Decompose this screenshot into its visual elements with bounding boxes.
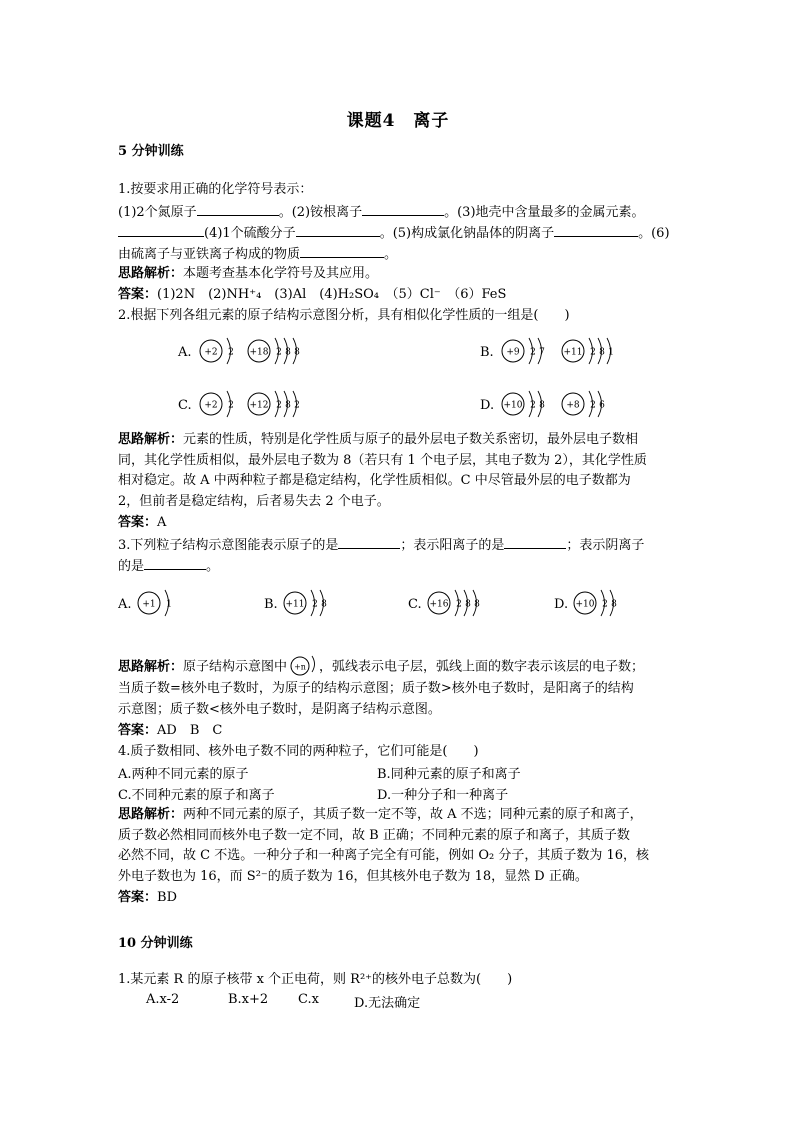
nucleus-charge: +2 bbox=[204, 400, 218, 411]
answer-blank[interactable] bbox=[144, 555, 206, 570]
analysis-text: 质子数必然相同而核外电子数一定不同，故 B 正确；不同种元素的原子和离子，其质子数 bbox=[118, 827, 630, 843]
section-heading-5min: 5 分钟训练 bbox=[118, 144, 184, 159]
analysis-text: 原子结构示意图中 bbox=[183, 659, 288, 675]
answer-text: A bbox=[157, 515, 167, 530]
q2-option-label[interactable]: B. bbox=[480, 345, 494, 360]
nucleus-charge: +12 bbox=[249, 400, 269, 411]
q4-option-a[interactable]: A.两种不同元素的原子 bbox=[118, 767, 249, 782]
answer-blank[interactable] bbox=[504, 534, 566, 549]
q3-analysis-line3: 示意图；质子数<核外电子数时，是阴离子结构示意图。 bbox=[118, 702, 441, 717]
nucleus-charge: +9 bbox=[506, 347, 520, 358]
analysis-text: 本题考查基本化学符号及其应用。 bbox=[183, 266, 379, 281]
q1-part6: 。(6) bbox=[638, 226, 670, 241]
q1-part4: (4)1个硫酸分子 bbox=[204, 226, 296, 241]
q3-answer bbox=[118, 721, 222, 741]
atom-diagram bbox=[200, 391, 234, 417]
analysis-text: 两种不同元素的原子，其质子数一定不等，故 A 不选；同种元素的原子和离子， bbox=[183, 807, 643, 822]
q1-line4 bbox=[118, 243, 397, 265]
nucleus-charge: +18 bbox=[249, 347, 269, 358]
q3-part1: 3.下列粒子结构示意图能表示原子的是 bbox=[118, 538, 339, 553]
q2-answer bbox=[118, 513, 166, 533]
shell-electron-count: 8 bbox=[474, 599, 480, 610]
analysis-text: 必然不同，故 C 不选。一种分子和一种离子完全有可能，例如 O₂ 分子，其质子数为 16，核 bbox=[118, 848, 650, 863]
q5-option-b[interactable]: B.x+2 bbox=[228, 992, 269, 1007]
q3-option-label[interactable]: B. bbox=[264, 597, 278, 612]
shell-electron-count: 7 bbox=[539, 347, 545, 358]
q3-option-label[interactable]: D. bbox=[554, 597, 569, 612]
q2-atom-diagrams bbox=[118, 326, 678, 426]
shell-electron-count: 2 bbox=[590, 347, 596, 358]
q5-option-d[interactable]: D.无法确定 bbox=[354, 996, 421, 1011]
atom-diagram bbox=[562, 391, 605, 417]
q3-part3: ；表示阴离子 bbox=[566, 538, 645, 553]
q1-part2: 。(2)铵根离子 bbox=[278, 205, 363, 220]
nucleus-charge: +11 bbox=[563, 347, 583, 358]
shell-electron-count: 2 bbox=[276, 400, 282, 411]
nucleus-charge: +10 bbox=[575, 599, 595, 610]
answer-blank[interactable] bbox=[338, 534, 400, 549]
nucleus-charge: +1 bbox=[142, 599, 156, 610]
q1-stem: 1.按要求用正确的化学符号表示： bbox=[118, 182, 313, 197]
analysis-label: 思路解析： bbox=[118, 807, 184, 822]
analysis-label: 思路解析： bbox=[118, 266, 184, 281]
analysis-text: 同，其化学性质相似，最外层电子数为 8（若只有 1 个电子层，其电子数为 2），其化学性质 bbox=[118, 452, 647, 468]
q4-option-c[interactable]: C.不同种元素的原子和离子 bbox=[118, 788, 275, 803]
answer-blank[interactable] bbox=[554, 222, 638, 237]
q3-part5: 。 bbox=[206, 559, 220, 574]
q2-analysis bbox=[118, 430, 678, 512]
shell-electron-count: 2 bbox=[276, 347, 282, 358]
shell-electron-count: 2 bbox=[530, 400, 536, 411]
q1-part3: 。(3)地壳中含量最多的金属元素。 bbox=[444, 205, 645, 220]
q3-analysis-line2: 当质子数=核外电子数时，为原子的结构示意图；质子数>核外电子数时，是阳离子的结构 bbox=[118, 681, 634, 696]
q3-part2: ；表示阳离子的是 bbox=[400, 538, 505, 553]
answer-blank[interactable] bbox=[300, 243, 384, 258]
q3-stem-line2 bbox=[118, 555, 219, 577]
q3-part4: 的是 bbox=[118, 559, 145, 574]
answer-blank[interactable] bbox=[296, 222, 380, 237]
q1-part7: 由硫离子与亚铁离子构成的物质 bbox=[118, 247, 301, 262]
q1-line2 bbox=[118, 201, 645, 223]
atom-diagram bbox=[502, 391, 545, 417]
atom-diagram bbox=[200, 338, 234, 364]
q1-part5: 。(5)构成氯化钠晶体的阴离子 bbox=[379, 226, 555, 241]
answer-text: (1)2N (2)NH⁺₄ (3)Al (4)H₂SO₄ （5）Cl⁻ （6）FeS bbox=[157, 287, 507, 302]
q4-option-b[interactable]: B.同种元素的原子和离子 bbox=[377, 767, 521, 782]
q3-analysis-line1 bbox=[118, 657, 644, 678]
answer-blank[interactable] bbox=[362, 201, 444, 216]
q1-line3 bbox=[118, 222, 670, 244]
nucleus-label: +n bbox=[294, 662, 306, 672]
nucleus-charge: +11 bbox=[285, 599, 305, 610]
q2-stem: 2.根据下列各组元素的原子结构示意图分析，具有相似化学性质的一组是( ) bbox=[118, 308, 570, 323]
answer-text: AD B C bbox=[157, 723, 223, 738]
analysis-label: 思路解析： bbox=[118, 659, 184, 675]
analysis-label: 思路解析： bbox=[118, 432, 184, 447]
atom-diagram bbox=[502, 338, 545, 364]
shell-electron-count: 8 bbox=[539, 400, 545, 411]
q3-stem-line1 bbox=[118, 534, 644, 556]
q4-analysis bbox=[118, 805, 678, 887]
shell-electron-count: 2 bbox=[530, 347, 536, 358]
atom-diagram bbox=[284, 590, 327, 616]
q5-stem: 1.某元素 R 的原子核带 x 个正电荷，则 R²⁺的核外电子总数为( ) bbox=[118, 972, 513, 987]
shell-electron-count: 2 bbox=[602, 599, 608, 610]
q5-option-c[interactable]: C.x bbox=[298, 992, 319, 1007]
answer-label: 答案： bbox=[118, 287, 158, 302]
shell-electron-count: 1 bbox=[166, 599, 172, 610]
answer-label: 答案： bbox=[118, 515, 158, 530]
q1-part8: 。 bbox=[384, 247, 398, 262]
answer-label: 答案： bbox=[118, 890, 158, 905]
shell-electron-count: 2 bbox=[312, 599, 318, 610]
q4-option-d[interactable]: D.一种分子和一种离子 bbox=[377, 788, 509, 803]
analysis-text: ，弧线表示电子层，弧线上面的数字表示该层的电子数； bbox=[319, 659, 645, 675]
analysis-text: 外电子数也为 16，而 S²⁻的质子数为 16，但其核外电子数为 18，显然 D 正确。 bbox=[118, 868, 588, 884]
analysis-text: 相对稳定。故 A 中两种粒子都是稳定结构，化学性质相似。C 中尽管最外层的电子数都为 bbox=[118, 473, 631, 488]
answer-blank[interactable] bbox=[197, 201, 279, 216]
q3-atom-diagrams bbox=[118, 580, 678, 630]
atom-diagram bbox=[248, 338, 300, 364]
shell-electron-count: 8 bbox=[321, 599, 327, 610]
nucleus-charge: +2 bbox=[204, 347, 218, 358]
q3-option-label[interactable]: C. bbox=[408, 597, 422, 612]
q5-option-a[interactable]: A.x-2 bbox=[146, 992, 180, 1007]
q4-answer bbox=[118, 888, 177, 908]
shell-electron-count: 8 bbox=[611, 599, 617, 610]
nucleus-charge: +10 bbox=[503, 400, 523, 411]
shell-electron-count: 2 bbox=[228, 347, 234, 358]
q1-answer bbox=[118, 285, 506, 305]
shell-electron-count: 8 bbox=[285, 400, 291, 411]
shell-electron-count: 8 bbox=[285, 347, 291, 358]
shell-electron-count: 1 bbox=[608, 347, 614, 358]
nucleus-charge: +16 bbox=[429, 599, 449, 610]
shell-electron-count: 2 bbox=[294, 400, 300, 411]
nucleus-inline-icon bbox=[288, 651, 318, 677]
atom-diagram bbox=[428, 590, 480, 616]
shell-electron-count: 2 bbox=[228, 400, 234, 411]
shell-electron-count: 8 bbox=[599, 347, 605, 358]
shell-electron-count: 8 bbox=[465, 599, 471, 610]
q1-part1: (1)2个氮原子 bbox=[118, 205, 197, 220]
q4-stem: 4.质子数相同、核外电子数不同的两种粒子，它们可能是( ) bbox=[118, 744, 479, 759]
answer-blank[interactable] bbox=[118, 222, 204, 237]
page-title: 课题4 离子 bbox=[346, 111, 450, 131]
q2-option-label[interactable]: D. bbox=[480, 398, 495, 413]
section-heading-10min: 10 分钟训练 bbox=[118, 936, 193, 951]
q3-option-label[interactable]: A. bbox=[118, 597, 132, 612]
atom-diagram bbox=[248, 391, 300, 417]
analysis-text: 元素的性质，特别是化学性质与原子的最外层电子数关系密切，最外层电子数相 bbox=[183, 432, 639, 447]
shell-electron-count: 2 bbox=[590, 400, 596, 411]
q1-analysis bbox=[118, 264, 378, 284]
q2-option-label[interactable]: C. bbox=[178, 398, 192, 413]
q2-option-label[interactable]: A. bbox=[178, 345, 192, 360]
atom-diagram bbox=[562, 338, 614, 364]
atom-diagram bbox=[574, 590, 617, 616]
answer-text: BD bbox=[157, 890, 177, 905]
shell-electron-count: 2 bbox=[456, 599, 462, 610]
answer-label: 答案： bbox=[118, 723, 158, 738]
shell-electron-count: 8 bbox=[294, 347, 300, 358]
analysis-text: 2，但前者是稳定结构，后者易失去 2 个电子。 bbox=[118, 493, 390, 509]
atom-diagram bbox=[138, 590, 172, 616]
shell-electron-count: 6 bbox=[599, 400, 605, 411]
nucleus-charge: +8 bbox=[566, 400, 580, 411]
